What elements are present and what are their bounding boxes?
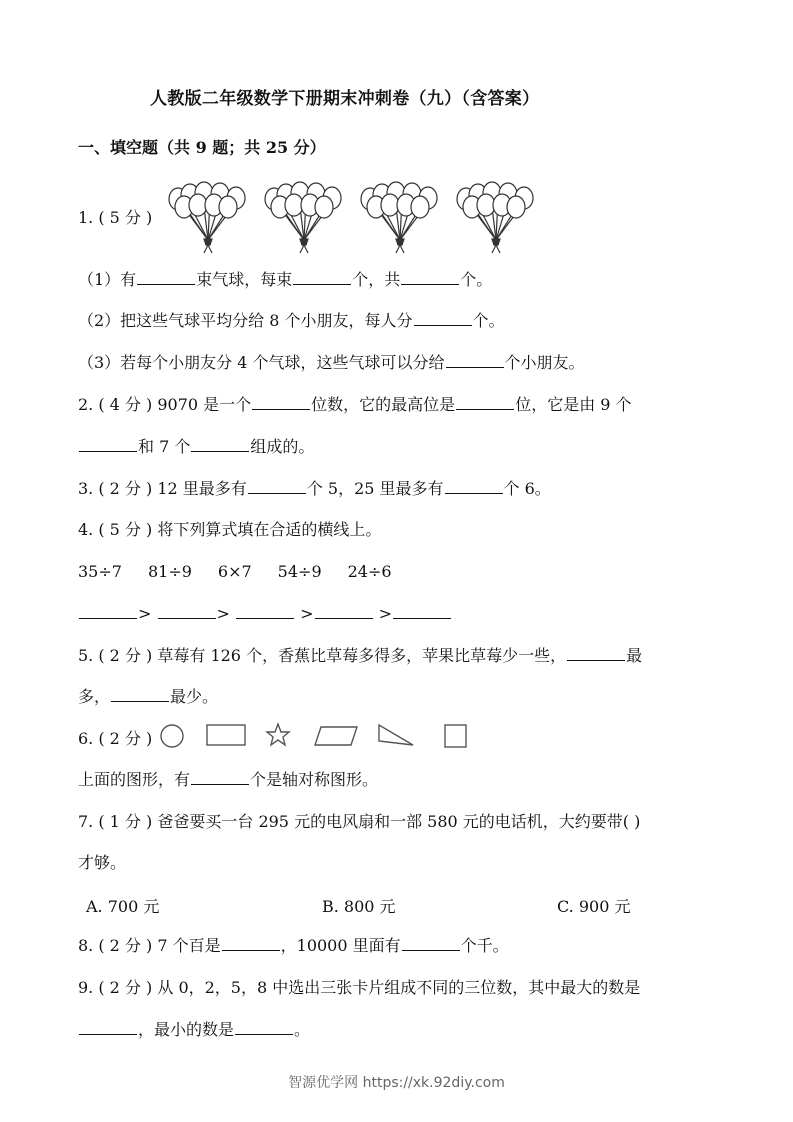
q2-line2: 和 7 个 组成的。	[78, 436, 314, 458]
q8-line: 8. ( 2 分 ) 7 个百是 ，10000 里面有 个千。	[78, 936, 509, 955]
triangle-shape	[379, 725, 413, 745]
expression: 54÷9	[277, 562, 322, 581]
q2-line1: 2. ( 4 分 ) 9070 是一个 位数，它的最高位是 位，它是由 9 个	[78, 395, 632, 414]
answer-blank[interactable]	[222, 936, 280, 951]
answer-blank[interactable]	[393, 604, 451, 619]
answer-blank[interactable]	[445, 479, 503, 494]
balloon-bunch-icon	[169, 182, 245, 253]
answer-blank[interactable]	[191, 437, 249, 452]
q7-option-a[interactable]: A. 700 元	[86, 897, 160, 916]
q1-sub2: （2）把这些气球平均分给 8 个小朋友，每人分 个。	[78, 311, 505, 330]
q1-sub3: （3）若每个小朋友分 4 个气球，这些气球可以分给 个小朋友。	[78, 353, 585, 372]
q9-line1: 9. ( 2 分 ) 从 0，2，5，8 中选出三张卡片组成不同的三位数，其中最大的数是	[78, 978, 641, 997]
answer-blank[interactable]	[79, 604, 137, 619]
answer-blank[interactable]	[402, 936, 460, 951]
square-shape	[445, 725, 466, 747]
balloon-bunches	[160, 183, 540, 255]
q4-expressions	[78, 561, 418, 583]
answer-blank[interactable]	[414, 311, 472, 326]
expression: 81÷9	[147, 562, 192, 581]
q1-label: 1. ( 5 分 )	[78, 208, 153, 227]
answer-blank[interactable]	[158, 604, 216, 619]
balloon-bunch-icon	[265, 182, 341, 253]
q5-line1: 5. ( 2 分 ) 草莓有 126 个，香蕉比草莓多得多，苹果比草莓少一些， 最	[78, 646, 643, 665]
q7-option-b[interactable]: B. 800 元	[322, 897, 396, 916]
answer-blank[interactable]	[79, 1020, 137, 1035]
expression: 6×7	[217, 562, 252, 581]
q1-sub1: （1）有 束气球，每束 个，共 个。	[78, 270, 493, 289]
q9-line2: ，最小的数是 。	[78, 1019, 310, 1041]
footer-watermark: 智源优学网 https://xk.92diy.com	[288, 1075, 505, 1091]
q6-line2: 上面的图形，有 个是轴对称图形。	[78, 770, 379, 789]
answer-blank[interactable]	[248, 479, 306, 494]
q3-line: 3. ( 2 分 ) 12 里最多有 个 5，25 里最多有 个 6。	[78, 479, 551, 498]
answer-blank[interactable]	[315, 604, 373, 619]
answer-blank[interactable]	[137, 270, 195, 285]
answer-blank[interactable]	[293, 270, 351, 285]
q6-shapes	[155, 721, 475, 753]
answer-blank[interactable]	[191, 770, 249, 785]
q7-line2: 才够。	[78, 853, 127, 872]
answer-blank[interactable]	[236, 604, 294, 619]
answer-blank[interactable]	[456, 395, 514, 410]
q4-label: 4. ( 5 分 ) 将下列算式填在合适的横线上。	[78, 520, 382, 539]
answer-blank[interactable]	[111, 687, 169, 702]
page-title: 人教版二年级数学下册期末冲刺卷（九）（含答案）	[150, 89, 540, 109]
q7-line1: 7. ( 1 分 ) 爸爸要买一台 295 元的电风扇和一部 580 元的电话机，大约要带( )	[78, 812, 641, 831]
answer-blank[interactable]	[401, 270, 459, 285]
expression: 35÷7	[78, 562, 122, 581]
answer-blank[interactable]	[567, 646, 625, 661]
balloon-bunch-icon	[457, 182, 533, 253]
answer-blank[interactable]	[79, 437, 137, 452]
balloon-bunch-icon	[361, 182, 437, 253]
parallelogram-shape	[315, 727, 357, 745]
expression: 24÷6	[347, 562, 392, 581]
q7-option-c[interactable]: C. 900 元	[557, 897, 631, 916]
answer-blank[interactable]	[446, 353, 504, 368]
answer-blank[interactable]	[235, 1020, 293, 1035]
star-shape	[267, 724, 289, 745]
section-heading: 一、填空题（共 9 题；共 25 分）	[78, 138, 326, 157]
q4-blanks: > > > >	[78, 603, 452, 625]
q5-line2: 多， 最少。	[78, 687, 219, 706]
answer-blank[interactable]	[252, 395, 310, 410]
rectangle-shape	[207, 725, 245, 745]
circle-shape	[161, 725, 183, 747]
q6-label: 6. ( 2 分 )	[78, 729, 153, 748]
